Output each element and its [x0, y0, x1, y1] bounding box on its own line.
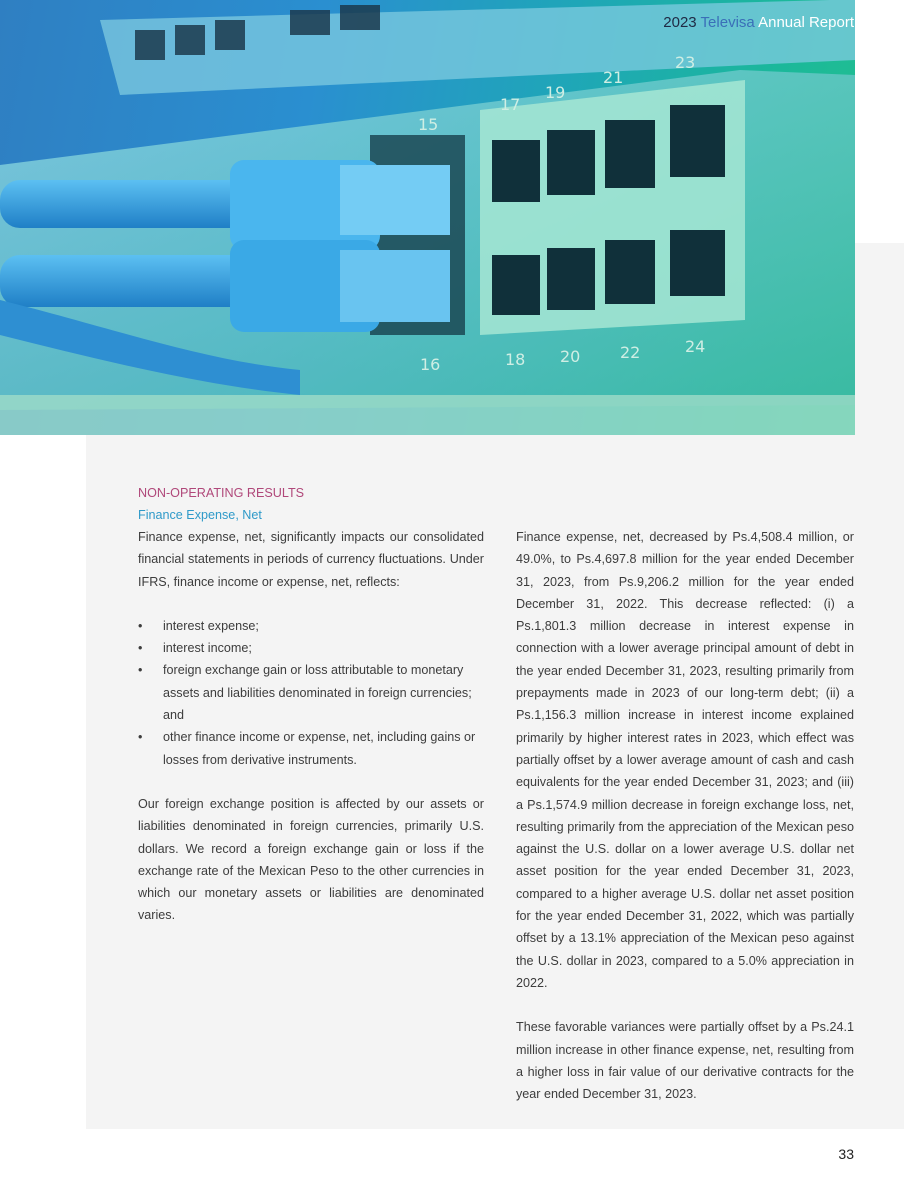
list-item: • interest expense;: [138, 615, 484, 637]
svg-text:16: 16: [420, 355, 441, 374]
svg-text:22: 22: [620, 343, 641, 362]
subsection-title: Finance Expense, Net: [138, 508, 262, 522]
svg-text:21: 21: [603, 68, 624, 87]
report-title: Annual Report: [758, 14, 854, 31]
svg-text:15: 15: [418, 115, 439, 134]
intro-paragraph: Finance expense, net, significantly impacts our consolidated financial statements in periods of currency fluctuations. Under IFRS, finance income or expense, net, reflects:: [138, 530, 484, 589]
hero-image: [0, 0, 855, 435]
svg-text:20: 20: [560, 347, 581, 366]
brand-name: Televisa: [700, 14, 755, 31]
right-column: [516, 526, 854, 1105]
svg-text:19: 19: [545, 83, 566, 102]
list-item: • foreign exchange gain or loss attributable to monetary assets and liabilities denominated in foreign currencies; and: [138, 659, 484, 726]
finance-items-list: [138, 615, 484, 771]
svg-text:23: 23: [675, 53, 696, 72]
network-switch-icon: [0, 0, 855, 435]
section-title: NON-OPERATING RESULTS: [138, 486, 305, 500]
finance-expense-paragraph: Finance expense, net, decreased by Ps.4,508.4 million, or 49.0%, to Ps.4,697.8 million for the year ended December 31, 2023, from Ps.9,206.2 million for the year ended December 31, 2022. This decrease reflected: (i) a Ps.1,801.3 million decrease in interest expense in connection with a lower average principal amount of debt in the year ended December 31, 2023, resulting primarily from prepayments made in 2023 of our long-term debt; (ii) a Ps.1,156.3 million increase in interest income explained primarily by higher interest rates in 2023, which effect was partially offset by a lower average amount of cash and cash equivalents for the year ended December 31, 2023; and (iii) a Ps.1,574.9 million decrease in foreign exchange loss, net, resulting primarily from the appreciation of the Mexican peso against the U.S. dollar on a lower average U.S. dollar net asset position for the year ended December 31, 2023, compared to a higher average U.S. dollar net asset position for the year ended December 31, 2022, which was partially offset by a 13.1% appreciation of the Mexican peso against the U.S. dollar in 2023, compared to a 5.0% appreciation in 2022.: [516, 530, 854, 990]
favorable-variances-paragraph: These favorable variances were partially offset by a Ps.24.1 million increase in other finance expense, net, resulting from a higher loss in fair value of our derivative contracts for the year ended December 31, 2023.: [516, 1020, 854, 1102]
page-number: 33: [838, 1146, 854, 1162]
report-year: 2023: [663, 14, 697, 31]
list-item: • other finance income or expense, net, including gains or losses from derivative instruments.: [138, 726, 484, 771]
report-header-title: [663, 14, 854, 32]
left-column: [138, 482, 484, 927]
svg-text:24: 24: [685, 337, 706, 356]
svg-text:17: 17: [500, 95, 521, 114]
list-item: • interest income;: [138, 637, 484, 659]
svg-text:18: 18: [505, 350, 526, 369]
paragraph-spacer: [516, 994, 854, 1016]
fx-position-paragraph: Our foreign exchange position is affected by our assets or liabilities denominated in foreign currencies, primarily U.S. dollars. We record a foreign exchange gain or loss if the exchange rate of the Mexican Peso to the other currencies in which our monetary assets or liabilities are denominated varies.: [138, 796, 484, 923]
